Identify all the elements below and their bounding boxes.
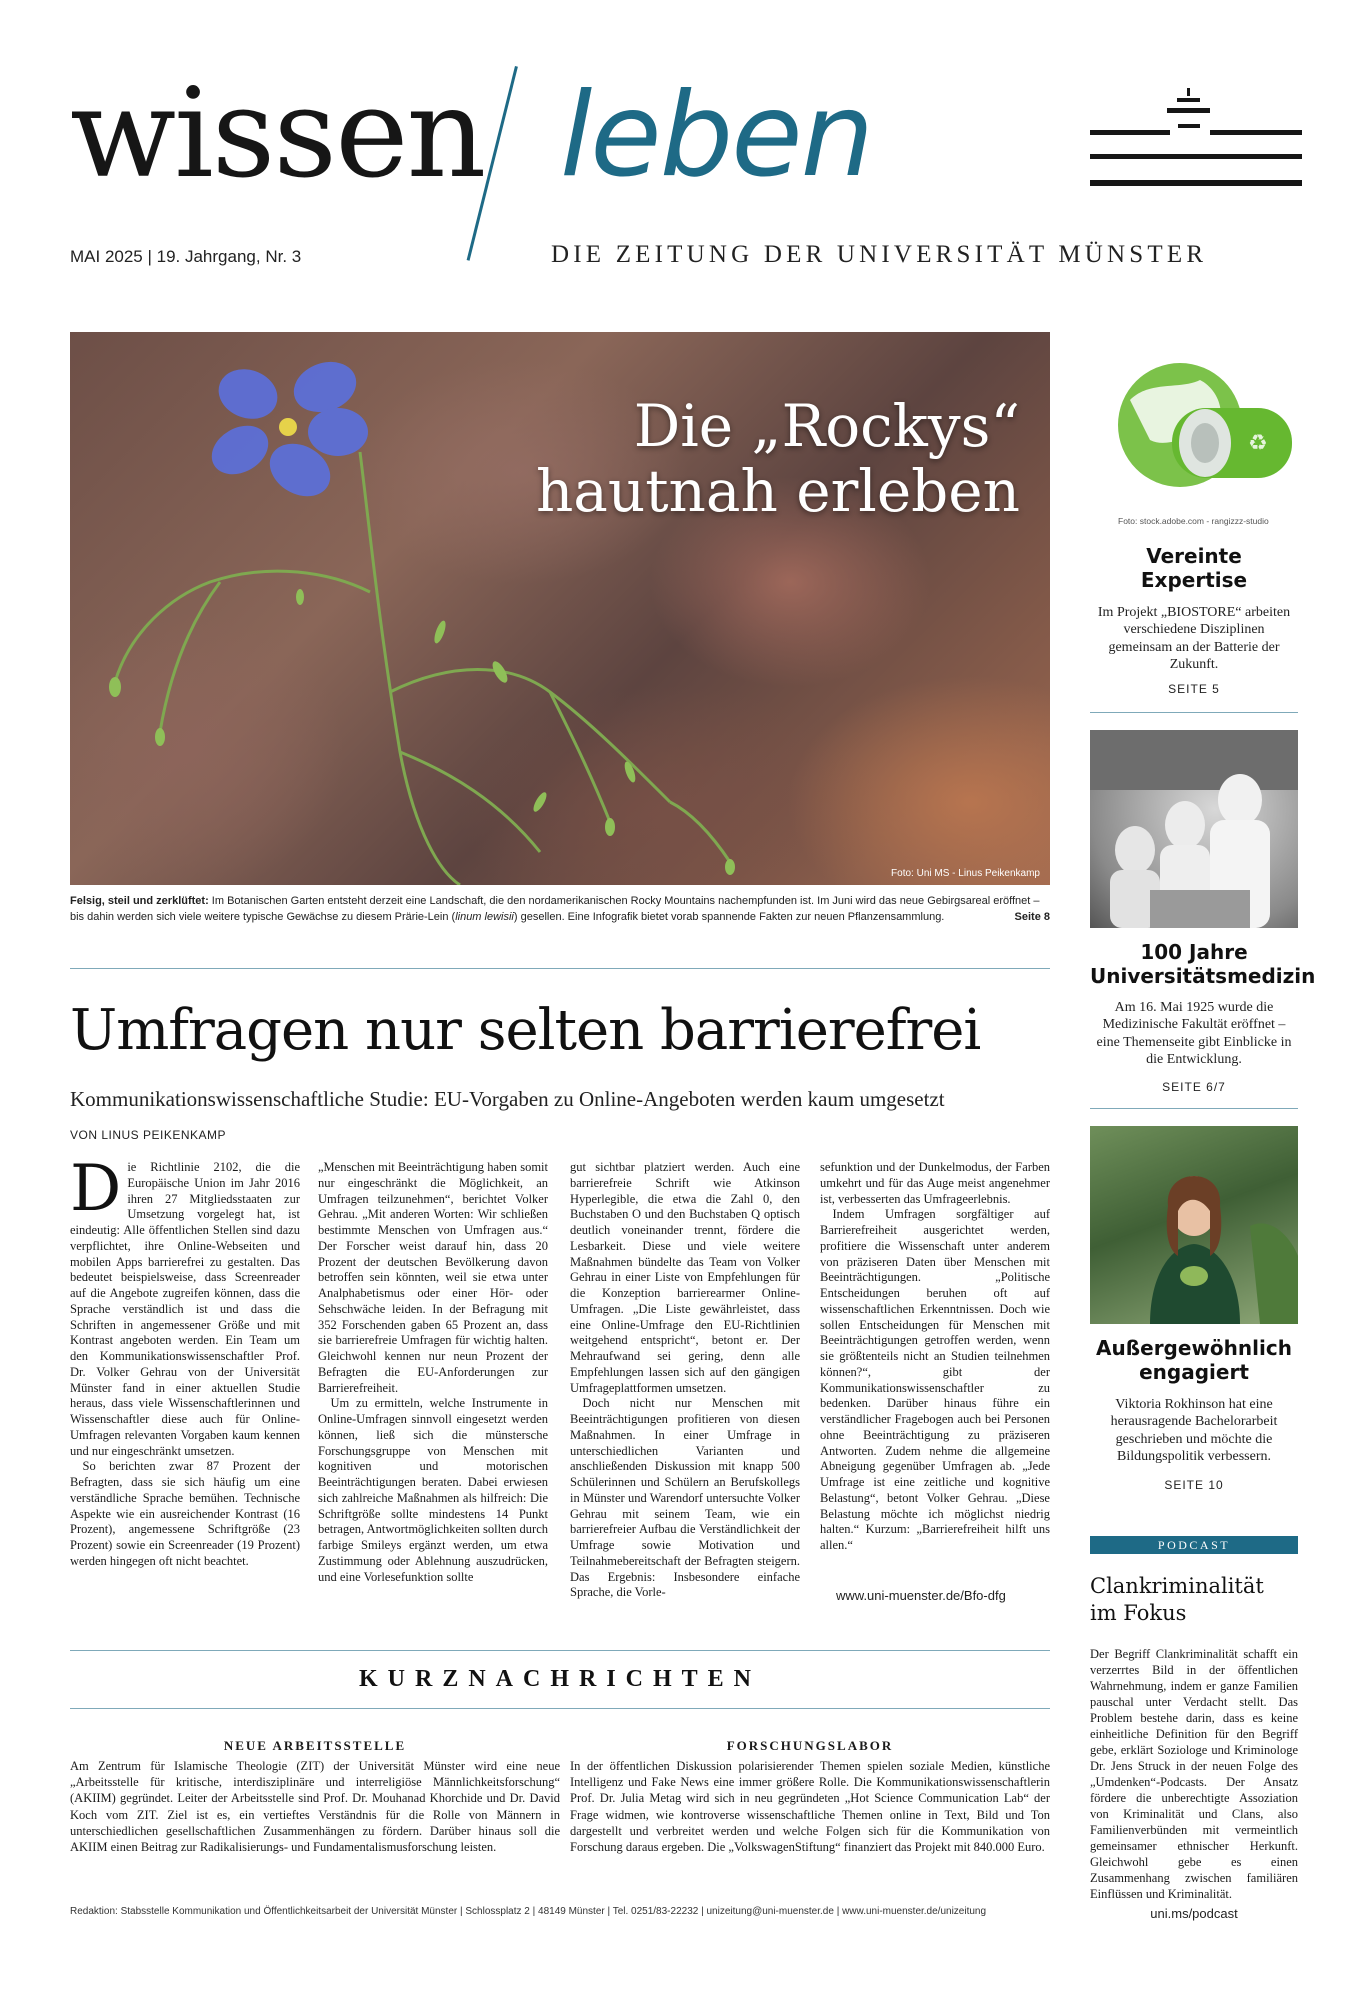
hero-title-line1: Die „Rockys“ <box>633 392 1020 460</box>
news-item-heading: FORSCHUNGSLABOR <box>726 1738 894 1753</box>
hero-caption <box>70 894 1050 926</box>
student-portrait-illustration <box>1090 1126 1298 1324</box>
podcast-title-line: Clankriminalität <box>1090 1574 1264 1598</box>
podcast-link[interactable]: uni.ms/podcast <box>1150 1906 1238 1921</box>
article-column-3 <box>570 1160 800 1606</box>
teaser-page-ref[interactable]: SEITE 10 <box>1164 1478 1224 1492</box>
caption-page-ref[interactable]: Seite 8 <box>1014 910 1050 923</box>
teaser-title-line: engagiert <box>1139 1360 1249 1385</box>
masthead-title-leben: leben <box>560 68 873 203</box>
teaser-title <box>1090 544 1298 593</box>
article-paragraph: „Menschen mit Beeinträchtigung haben somit nur eingeschränkt die Möglichkeit, an Umfragen teilzunehmen“, berichtet Volker Gehrau. „Mit anderen Worten: Wir schließen bestimmte Menschen von Umfragen aus.“ Der Forscher weist darauf hin, dass 20 Prozent der deutschen Bevölkerung davon betroffen sein könnten, weil sie etwa unter Analphabetismus oder einer Hör- oder Sehschwäche leiden. In der Befragung mit 352 Forschenden gaben 65 Prozent an, dass sie barrierefreie Umfragen für wichtig halten. Gleichwohl kennen nur neun Prozent der Befragten die EU-Anforderungen zur Barrierefreiheit. <box>318 1160 548 1395</box>
teaser-title-line: Vereinte <box>1146 544 1242 568</box>
teaser-title-line: Expertise <box>1140 568 1248 593</box>
article-column-4 <box>820 1160 1050 1580</box>
teaser-page-ref[interactable]: SEITE 5 <box>1168 682 1220 696</box>
article-subhead: Kommunikationswissenschaftliche Studie: EU-Vorgaben zu Online-Angeboten werden kaum umgesetzt <box>70 1087 945 1111</box>
article-paragraph: Um zu ermitteln, welche Instrumente in Online-Umfragen sinnvoll eingesetzt werden können, ließ sich die münstersche Forschungsgruppe von Menschen mit kognitiven und motorischen Beeinträchtigungen beraten. Dabei erwiesen sich zahlreiche Maßnahmen als hilfreich: Die Schriftgröße sollte mindestens 14 Punkt betragen, Antwortmöglichkeiten sollten durch farbige Smileys ergänzt werden, um etwa Zustimmung oder Ablehnung auszudrücken, und eine Vorlesefunktion sollte <box>318 1396 548 1584</box>
dropcap: D <box>70 1160 122 1226</box>
hero-title-line2: hautnah erleben <box>535 456 1020 525</box>
teaser-title-line: Außergewöhnlich <box>1096 1336 1292 1360</box>
teaser-title <box>1090 940 1316 989</box>
article-column-2 <box>318 1160 548 1606</box>
teaser-page-ref[interactable]: SEITE 6/7 <box>1162 1080 1226 1094</box>
article-paragraph: ie Richtlinie 2102, die die Europäische Union im Jahr 2016 ihren 27 Mitgliedsstaaten zur Umsetzung vorgelegt hat, ist eindeutig: Alle öffentlichen Stellen sind dazu verpflichtet, ihre Online-Webseiten und mobilen Apps barrierefrei zu gestalten. Das bedeutet beispielsweise, dass Screenreader auf die Angebote zugreifen können, dass die Sprache verständlich ist und dass die Schriften in angemessener Größe und mit Kontrast angeboten werden. Ein Team um den Kommunikationswissenschaftler Prof. Dr. Volker Gehrau von der Universität Münster fand in einer aktuellen Studie heraus, dass viele Wissenschaftlerinnen und Wissenschaftler diese auch für Online-Umfragen relevanten Vorgaben kaum kennen und nur eingeschränkt umsetzen. <box>70 1160 300 1458</box>
university-logo <box>1090 88 1302 203</box>
podcast-title-line: im Fokus <box>1090 1601 1187 1626</box>
article-paragraph: gut sichtbar platziert werden. Auch eine barrierefreie Schrift wie Atkinson Hyperlegible, die etwa die Zahl 0, den Buchstaben O und den Buchstaben Q optisch deutlich voneinander trennt, fördere die Lesbarkeit. Diese und viele weitere Maßnahmen bündelte das Team von Volker Gehrau in einer Liste von Empfehlungen für die Konzeption barrierearmer Online-Umfragen. „Die Liste gewährleistet, dass eine Online-Umfrage den EU-Richtlinien weitgehend entspricht“, betont er. Der Mehraufwand sei gering, denn alle Empfehlungen lassen sich auf den gängigen Umfrageplattformen umsetzen. <box>570 1160 800 1395</box>
article-paragraph: Doch nicht nur Menschen mit Beeinträchtigungen profitieren von diesen Maßnahmen. In einer Umfrage in unterschiedlichen Varianten und anschließenden Diskussion mit knapp 500 Schülerinnen und Schülern an Berufskollegs in Münster und Warendorf untersuchte Volker Gehrau mit seinem Team, wie ein barrierefreier Aufbau die Verständlichkeit der Umfrage sowie Motivation und Teilnahmebereitschaft der Befragten steigern. Das Ergebnis: Insbesondere einfache Sprache, die Vorle- <box>570 1396 800 1600</box>
kurznachrichten-title: KURZNACHRICHTEN <box>358 1666 762 1692</box>
historic-medicine-photo <box>1090 730 1298 928</box>
article-paragraph: sefunktion und der Dunkelmodus, der Farben umkehrt und für das Auge meist angenehmer ist, verbesserten das Umfrageerlebnis. <box>820 1160 1050 1206</box>
hero-title <box>400 394 1020 524</box>
caption-lead: Felsig, steil und zerklüftet: <box>70 895 209 907</box>
teaser-title <box>1090 1336 1298 1385</box>
podcast-title <box>1090 1573 1298 1628</box>
divider <box>70 968 1050 969</box>
teaser-title-line: 100 Jahre <box>1140 940 1248 964</box>
news-item-text: In der öffentlichen Diskussion polarisierender Themen spielen soziale Medien, künstliche Intelligenz und Fake News eine immer größere Rolle. Die Kommunikationswissenschaftlerin Prof. Dr. Julia Metag wird sich in neu gegründeten „Hot Science Communication Lab“ der Frage widmen, wie kontroverse wissenschaftliche Themen online in Text, Bild und Ton dargestellt und verbreitet werden und welche Folgen sich für die Kommunikation von Forschung daraus ergeben. Die „VolkswagenStiftung“ finanziert das Projekt mit 840.000 Euro. <box>570 1758 1050 1855</box>
hero-photo <box>70 332 1050 885</box>
podcast-label: PODCAST <box>1090 1536 1298 1554</box>
issue-info: MAI 2025 | 19. Jahrgang, Nr. 3 <box>70 247 302 266</box>
caption-text-end: ) gesellen. Eine Infografik bietet vorab spannende Fakten zur neuen Pflanzensammlung. <box>513 910 945 923</box>
article-byline: VON LINUS PEIKENKAMP <box>70 1128 227 1142</box>
masthead-tagline: DIE ZEITUNG DER UNIVERSITÄT MÜNSTER <box>551 241 1208 268</box>
caption-italic: linum lewisii <box>455 910 514 923</box>
podcast-text: Der Begriff Clankriminalität schafft ein verzerrtes Bild in der öffentlichen Wahrnehmung, indem er ganze Familien pauschal unter Verdacht stellt. Das Problem bestehe darin, dass es keine einheitliche Definition für den Begriff gebe, erklärt Soziologe und Kriminologe Dr. Jens Struck in der neuen Folge des „Umdenken“-Podcasts. Der Ansatz fördere die unberechtigte Assoziation von Kriminalität und Clans, also Familienverbünden mit vermeintlich gemeinsamer ethnischer Herkunft. Gleichwohl gebe es einen Zusammenhang zwischen familiären Einflüssen und Kriminalität. <box>1090 1647 1298 1901</box>
news-item <box>570 1738 1050 1855</box>
footer-imprint: Redaktion: Stabsstelle Kommunikation und Öffentlichkeitsarbeit der Universität Münster | Schlossplatz 2 | 48149 Münster | Tel. 0251/83-22232 | unizeitung@uni-muenster.de | www.uni-muenster.de/unizeitung <box>70 1906 987 1917</box>
article-headline: Umfragen nur selten barrierefrei <box>70 998 981 1063</box>
surgeons-illustration <box>1090 730 1298 928</box>
news-item-heading: NEUE ARBEITSSTELLE <box>223 1738 407 1753</box>
divider <box>1090 712 1298 713</box>
divider <box>70 1708 1050 1709</box>
teaser-title-line: Universitätsmedizin <box>1090 964 1316 989</box>
teaser-text: Am 16. Mai 1925 wurde die Medizinische Fakultät eröffnet – eine Themenseite gibt Einblicke in die Entwicklung. <box>1096 1000 1292 1068</box>
news-item-text: Am Zentrum für Islamische Theologie (ZIT) der Universität Münster wird eine neue „Arbeitsstelle für kritische, interdisziplinäre und interreligiöse Männlichkeitsforschung“ (AKIIM) gegründet. Leiter der Arbeitsstelle sind Prof. Dr. Mouhanad Khorchide und Dr. David Koch vom ZIT. Ziel ist es, ein vertieftes Verständnis für die Rolle von Männern in unterschiedlichen gesellschaftlichen Zusammenhängen zu fördern. Darüber hinaus soll die AKIIM einen Beitrag zur Radikalisierungs- und Fundamentalismusforschung leisten. <box>70 1758 560 1855</box>
article-link[interactable]: www.uni-muenster.de/Bfo-dfg <box>836 1588 1006 1603</box>
article-column-1 <box>70 1160 300 1606</box>
battery-globe-illustration <box>1090 340 1298 530</box>
news-item <box>70 1738 560 1855</box>
hero-photo-credit: Foto: Uni MS - Linus Peikenkamp <box>891 868 1040 879</box>
caption-text: Im Botanischen Garten entsteht derzeit eine Landschaft, die den nordamerikanischen Rocky Mountains nachempfunden ist. Im Juni wird das neue Gebirgsareal eröffnet – bis dahin werden sich viele weitere typische Gewächse zu diesem Prärie-Lein ( <box>70 895 1040 923</box>
divider <box>1090 1108 1298 1109</box>
svg-text:♻: ♻ <box>1248 431 1268 456</box>
divider <box>70 1650 1050 1651</box>
image-credit: Foto: stock.adobe.com - rangizzz-studio <box>1118 516 1269 526</box>
teaser-text: Viktoria Rokhinson hat eine herausragende Bachelorarbeit geschrieben und möchte die Bildungspolitik verbessern. <box>1110 1397 1278 1465</box>
teaser-text: Im Projekt „BIOSTORE“ arbeiten verschiedene Disziplinen gemeinsam an der Batterie der Zukunft. <box>1097 605 1291 673</box>
masthead-title-wissen: wissen <box>70 62 485 206</box>
student-portrait-photo <box>1090 1126 1298 1324</box>
article-paragraph: So berichten zwar 87 Prozent der Befragten, dass sie sich häufig um eine verständliche Sprache bemühen. Technische Aspekte wie ein ausreichender Kontrast (16 Prozent), angemessene Schriftgröße (23 Prozent) sowie ein Screenreader (19 Prozent) werden hingegen oft nicht beachtet. <box>70 1459 300 1568</box>
battery-photo <box>1090 340 1298 530</box>
article-paragraph: Indem Umfragen sorgfältiger auf Barrierefreiheit ausgerichtet werden, profitiere die Wissenschaft unter anderem von präziseren Daten über Menschen mit Beeinträchtigungen. „Politische Entscheidungen beruhen oft auf wissenschaftlichen Erkenntnissen. Doch wie sollen Entscheidungen für Menschen mit Beeinträchtigungen getroffen werden, wenn sie größtenteils nicht an Studien teilnehmen können?“, gibt der Kommunikationswissenschaftler zu bedenken. Darüber hinaus führe ein verständlicher Fragebogen auch bei Personen ohne Beeinträchtigung zu präziseren Antworten. Zudem nehme die allgemeine Abneigung gegenüber Umfragen ab. „Jede Umfrage ist eine zeitliche und kognitive Belastung“, betont Volker Gehrau. „Diese Belastung möchte ich möglichst niedrig halten.“ Kurzum: „Barrierefreiheit hilft uns allen.“ <box>820 1207 1050 1552</box>
